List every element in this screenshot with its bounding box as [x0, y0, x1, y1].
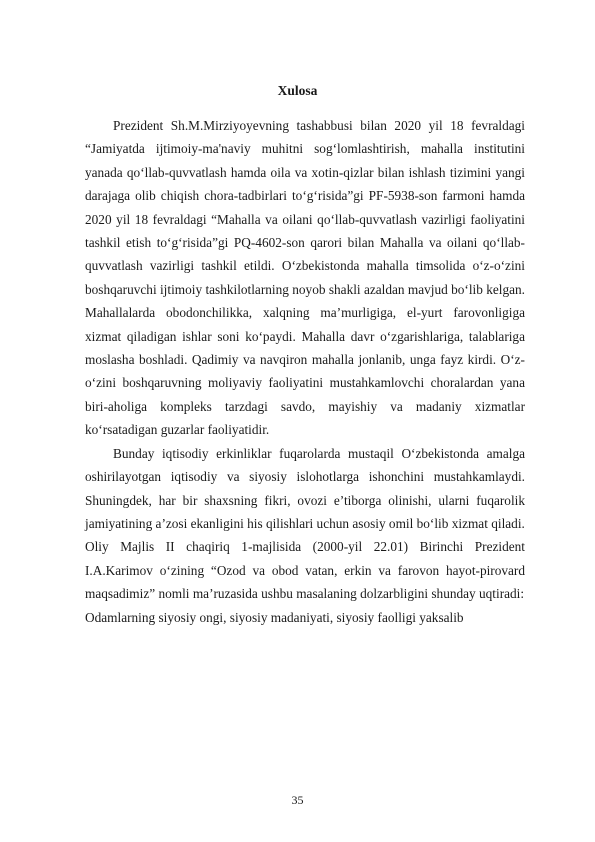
- paragraph-1: Prezident Sh.M.Mirziyoyevning tashabbusi bilan 2020 yil 18 fevraldagi “Jamiyatda ijtimoiy-ma'naviy muhitni sog‘lomlashtirish, mahalla institutini yanada qo‘llab-quvvatlash hamda oila va xotin-qizlar bilan ishlash tizimini yangi darajaga olib chiqish chora-tadbirlari to‘g‘risida”gi PF-5938-son farmoni hamda 2020 yil 18 fevraldagi “Mahalla va oilani qo‘llab-quvvatlash vazirligi faoliyatini tashkil etish to‘g‘risida”gi PQ-4602-son qarori bilan Mahalla va oilani qo‘llab-quvvatlash vazirligi tashkil etildi. O‘zbekistonda mahalla timsolida o‘z-o‘zini boshqaruvchi ijtimoiy tashkilotlarning noyob shakli azaldan mavjud bo‘lib kelgan. Mahallalarda obodonchilikka, xalqning ma’murligiga, el-yurt farovonligiga xizmat qiladigan ishlar soni ko‘paydi. Mahalla davr o‘zgarishlariga, talablariga moslasha boshladi. Qadimiy va navqiron mahalla jonlanib, unga fayz kirdi. O‘z-o‘zini boshqaruvning moliyaviy faoliyatini mustahkamlovchi choralardan yana biri-aholiga kompleks tarzdagi savdo, mayishiy va madaniy xizmatlar ko‘rsatadigan guzarlar faoliyatidir.: [85, 118, 525, 438]
- paragraph-3: Oliy Majlis II chaqiriq 1-majlisida (2000-yil 22.01) Birinchi Prezident I.A.Karimov o‘zining “Ozod va obod vatan, erkin va farovon hayot-pirovard maqsadimiz” nomli ma’ruzasida ushbu masalaning dolzarbligini shunday uqtiradi:: [85, 539, 525, 602]
- paragraph-4: Odamlarning siyosiy ongi, siyosiy madaniyati, siyosiy faolligi yaksalib: [85, 609, 464, 625]
- paragraph-2: Bunday iqtisodiy erkinliklar fuqarolarda mustaqil O‘zbekistonda amalga oshirilayotgan iqtisodiy va siyosiy islohotlarga ishonchini mustahkamlaydi. Shuningdek, har bir shaxsning fikri, ovozi e’tiborga olinishi, ularni fuqarolik jamiyatining a’zosi ekanligini his qilishlari uchun asosiy omil bo‘lib xizmat qiladi.: [85, 445, 525, 531]
- body-text: [85, 114, 525, 629]
- page-title: Xulosa: [277, 83, 318, 98]
- page-number: 35: [291, 793, 304, 807]
